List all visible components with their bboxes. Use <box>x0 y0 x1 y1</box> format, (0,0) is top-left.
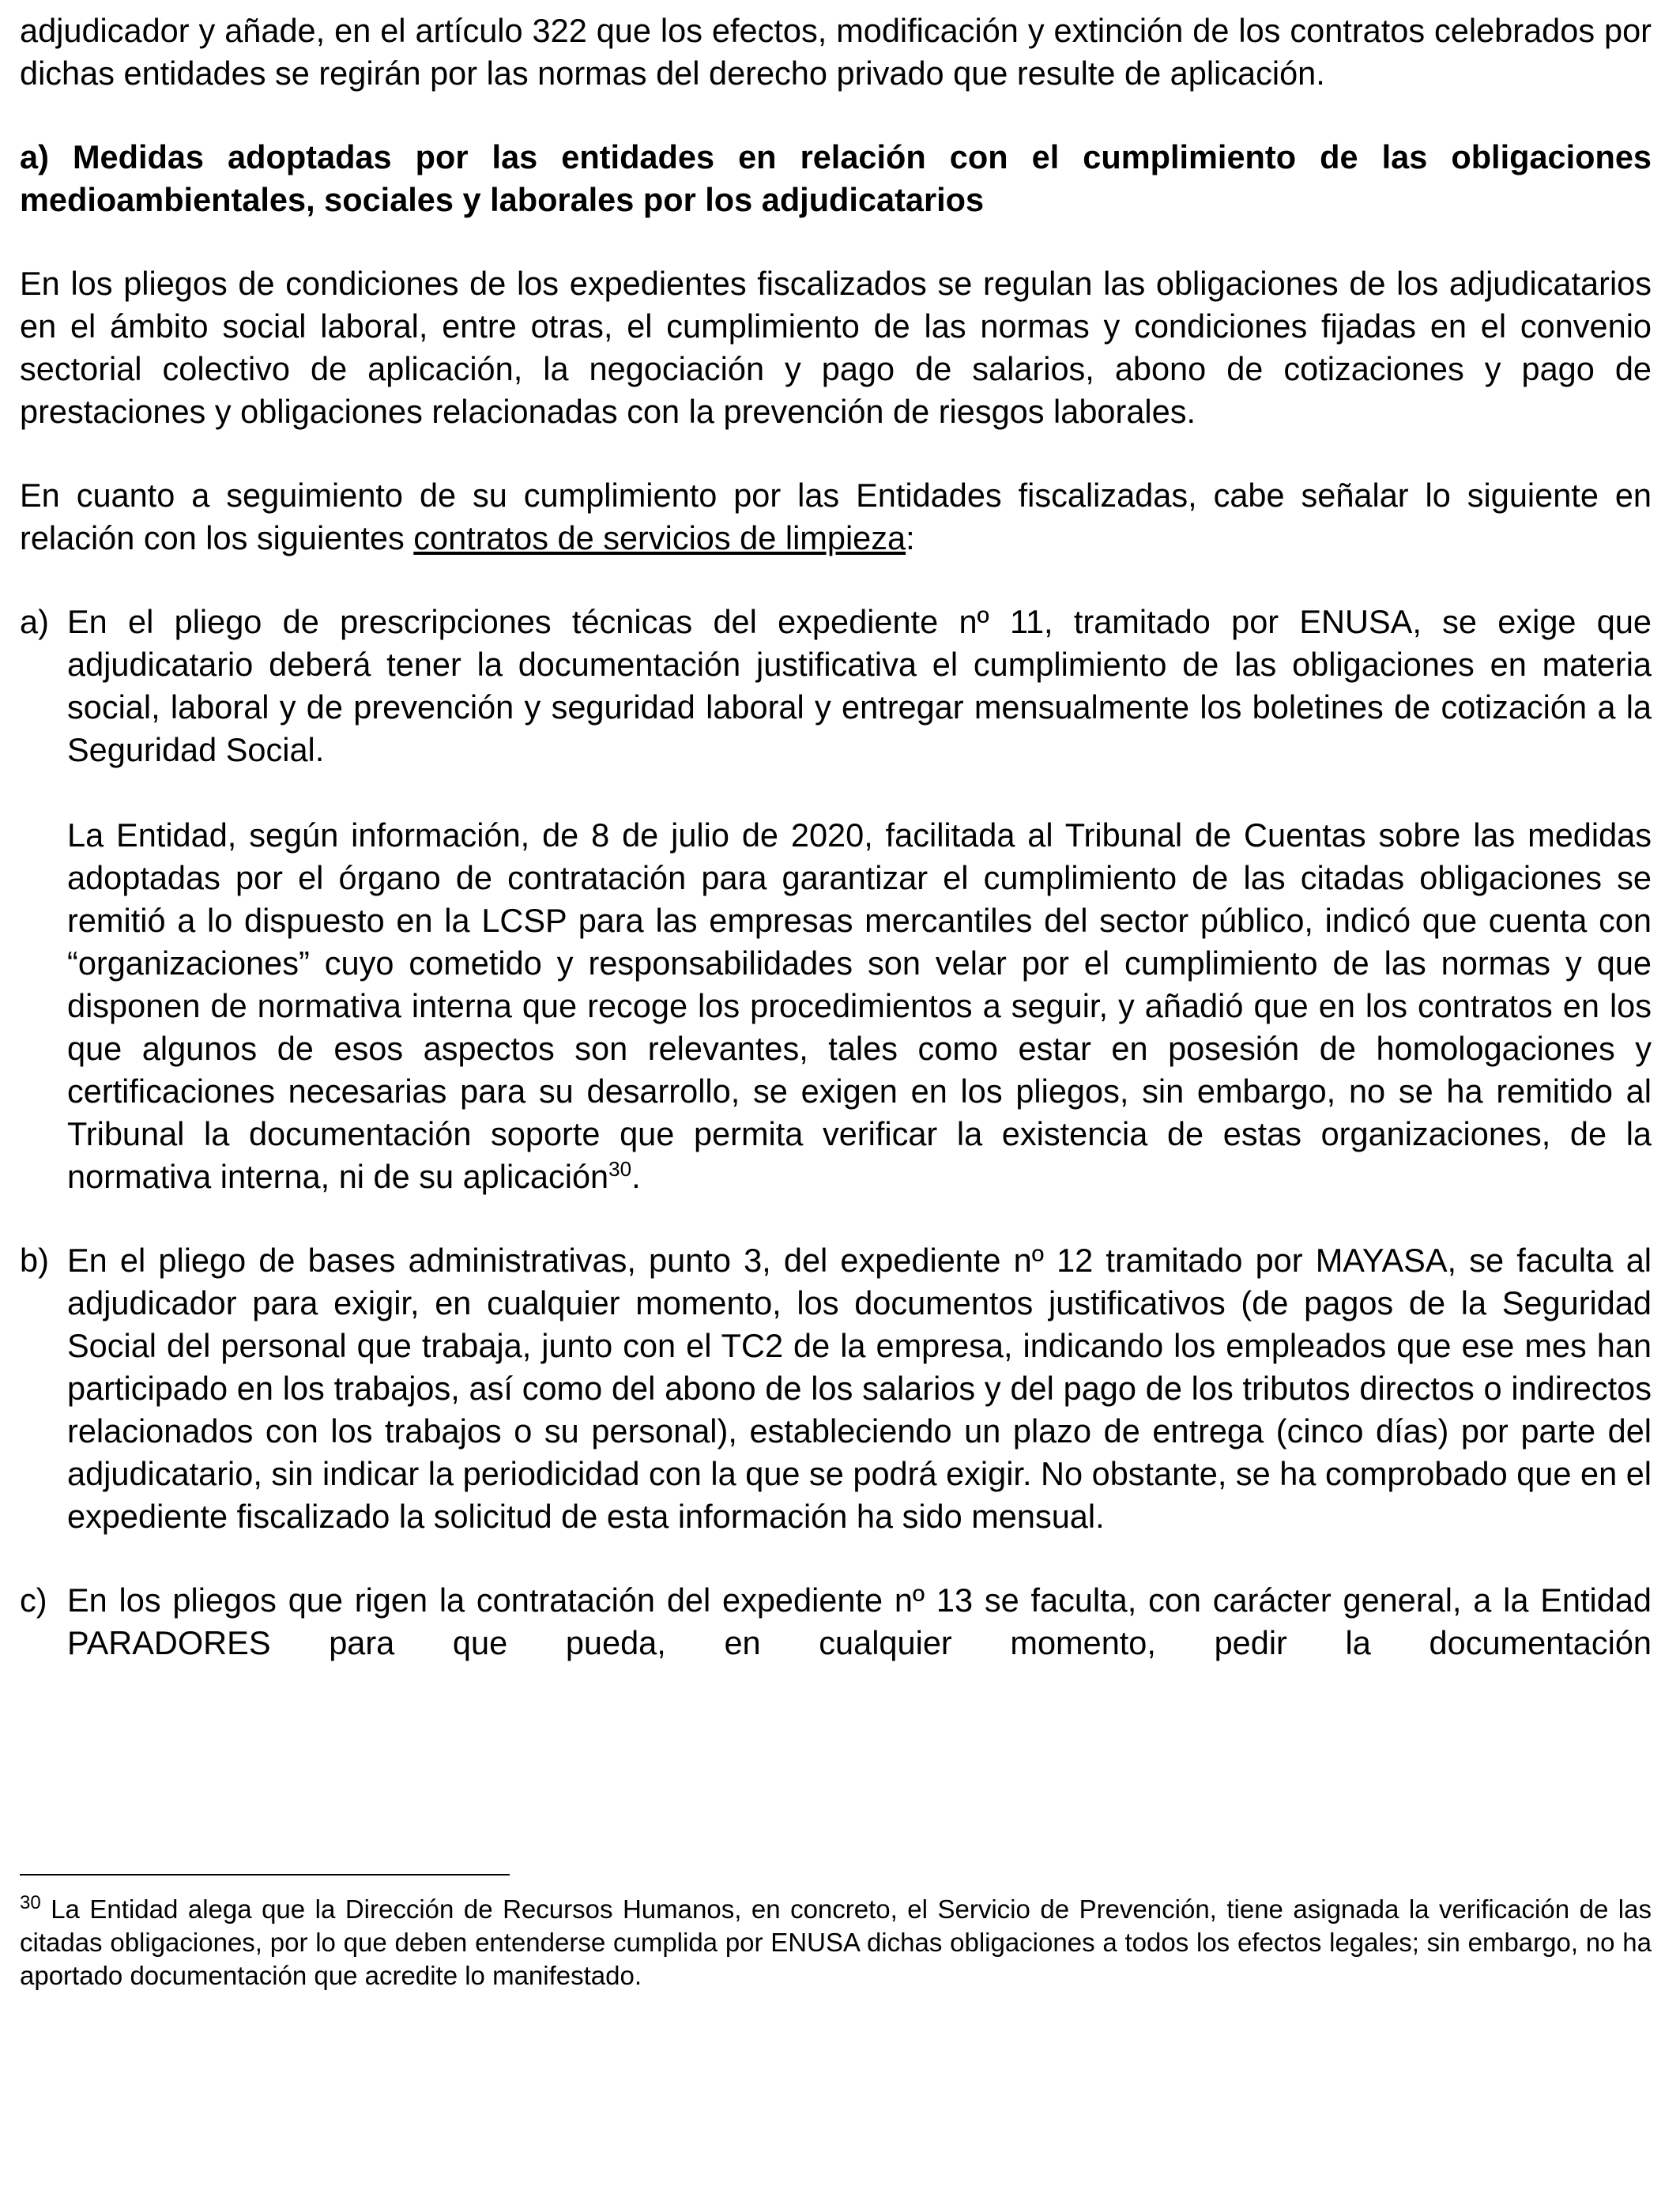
list-item-a-entity-text <box>67 814 1652 1198</box>
document-page <box>20 9 1652 1664</box>
paragraph-obligations: En los pliegos de condiciones de los expedientes fiscalizados se regulan las obligaciones de los adjudicatarios en el ámbito social laboral, entre otras, el cumplimiento de las normas y condiciones fijadas en el convenio sectorial colectivo de aplicación, la negociación y pago de salarios, abono de cotizaciones y pago de prestaciones y obligaciones relacionadas con la prevención de riesgos laborales. <box>20 265 1652 430</box>
section-heading: a) Medidas adoptadas por las entidades en relación con el cumplimiento de las obligaciones medioambientales, sociales y laborales por los adjudicatarios <box>20 138 1652 218</box>
paragraph-follow-up-text: En cuanto a seguimiento de su cumplimiento por las Entidades fiscalizadas, cabe señalar lo siguiente en relación con los siguientes <box>20 477 1652 556</box>
list-item-c <box>20 1579 1652 1664</box>
footnote <box>20 1893 1652 1992</box>
list-item-a-entity-body: La Entidad, según información, de 8 de julio de 2020, facilitada al Tribunal de Cuentas sobre las medidas adoptadas por el órgano de contratación para garantizar el cumplimiento de las citadas obligaciones se remitió a lo dispuesto en la LCSP para las empresas mercantiles del sector público, indicó que cuenta con “organizaciones” cuyo cometido y responsabilidades son velar por el cumplimiento de las normas y que disponen de normativa interna que recoge los procedimientos a seguir, y añadió que en los contratos en los que algunos de esos aspectos son relevantes, tales como estar en posesión de homologaciones y certificaciones necesarias para su desarrollo, se exigen en los pliegos, sin embargo, no se ha remitido al Tribunal la documentación soporte que permita verificar la existencia de estas organizaciones, de la normativa interna, ni de su aplicación <box>67 816 1652 1195</box>
footnote-text: La Entidad alega que la Dirección de Recursos Humanos, en concreto, el Servicio de Prevención, tiene asignada la verificación de las citadas obligaciones, por lo que deben entenderse cumplida por ENUSA dichas obligaciones a todos los efectos legales; sin embargo, no ha aportado documentación que acredite lo manifestado. <box>20 1894 1652 1990</box>
list-item-a-text: En el pliego de prescripciones técnicas del expediente nº 11, tramitado por ENUSA, se exige que adjudicatario deberá tener la documentación justificativa el cumplimiento de las obligaciones en materia social, laboral y de prevención y seguridad laboral y entregar mensualmente los boletines de cotización a la Seguridad Social. <box>67 603 1652 768</box>
list-marker-c: c) <box>20 1581 47 1619</box>
underlined-contracts-text: contratos de servicios de limpieza <box>413 519 906 556</box>
list-item-a-entity-end: . <box>631 1158 641 1195</box>
footnote-reference[interactable]: 30 <box>608 1157 632 1182</box>
list-marker-a: a) <box>20 603 49 640</box>
intro-paragraph: adjudicador y añade, en el artículo 322 que los efectos, modificación y extinción de los contratos celebrados por dichas entidades se regirán por las normas del derecho privado que resulte de aplicación. <box>20 12 1652 92</box>
list-item-b <box>20 1239 1652 1538</box>
paragraph-follow-up-end: : <box>906 519 915 556</box>
list-item-b-text: En el pliego de bases administrativas, punto 3, del expediente nº 12 tramitado por MAYASA, se faculta al adjudicador para exigir, en cualquier momento, los documentos justificativos (de pagos de la Seguridad Social del personal que trabaja, junto con el TC2 de la empresa, indicando los empleados que ese mes han participado en los trabajos, así como del abono de los salarios y del pago de los tributos directos o indirectos relacionados con los trabajos o su personal), estableciendo un plazo de entrega (cinco días) por parte del adjudicatario, sin indicar la periodicidad con la que se podrá exigir. No obstante, se ha comprobado que en el expediente fiscalizado la solicitud de esta información ha sido mensual. <box>67 1242 1652 1535</box>
footnote-number: 30 <box>20 1892 41 1913</box>
list-item-c-text: En los pliegos que rigen la contratación del expediente nº 13 se faculta, con carácter general, a la Entidad PARADORES para que pueda, en cualquier momento, pedir la documentación <box>67 1581 1652 1661</box>
list-item-a <box>20 601 1652 1198</box>
paragraph-follow-up <box>20 474 1652 560</box>
footnote-separator <box>20 1874 510 1875</box>
list-marker-b: b) <box>20 1242 49 1279</box>
